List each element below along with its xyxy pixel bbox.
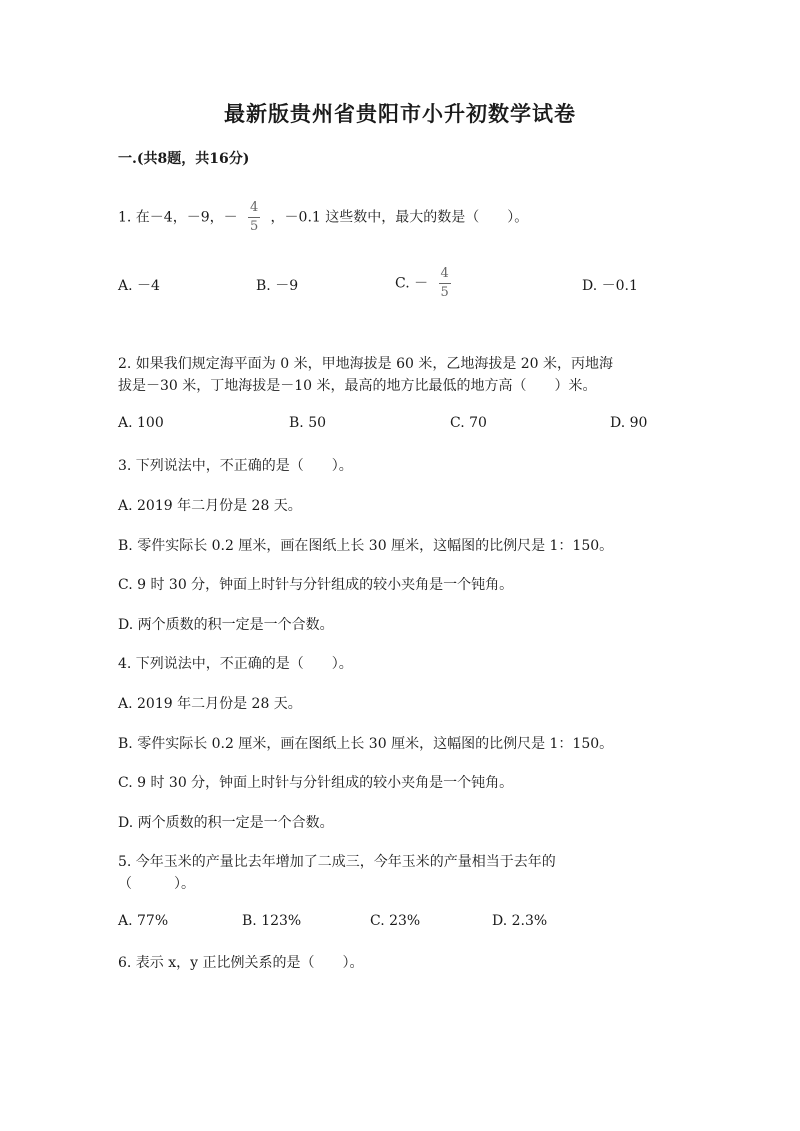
question-3-option-d: D. 两个质数的积一定是一个合数。 bbox=[118, 617, 334, 633]
question-2-stem-line-1: 2. 如果我们规定海平面为 0 米，甲地海拔是 60 米，乙地海拔是 20 米，丙地海 bbox=[118, 356, 614, 372]
question-3-option-b: B. 零件实际长 0.2 厘米，画在图纸上长 30 厘米，这幅图的比例尺是 1：150。 bbox=[118, 538, 614, 554]
question-4-option-a: A. 2019 年二月份是 28 天。 bbox=[118, 696, 302, 712]
question-5-stem-line-2: （ ）。 bbox=[118, 876, 195, 892]
question-5-stem-line-1: 5. 今年玉米的产量比去年增加了二成三，今年玉米的产量相当于去年的 bbox=[118, 854, 556, 870]
question-1-option-b: B. －9 bbox=[256, 278, 299, 294]
question-3-stem: 3. 下列说法中，不正确的是（ ）。 bbox=[118, 458, 353, 474]
question-2-stem-line-2: 拔是－30 米，丁地海拔是－10 米，最高的地方比最低的地方高（ ）米。 bbox=[118, 378, 597, 394]
question-4-option-d: D. 两个质数的积一定是一个合数。 bbox=[118, 815, 334, 831]
question-1-text-after: ，－0.1 这些数中，最大的数是（ ）。 bbox=[270, 209, 529, 226]
question-3-option-a: A. 2019 年二月份是 28 天。 bbox=[118, 498, 302, 514]
question-5-option-a: A. 77% bbox=[118, 913, 169, 929]
question-4-stem: 4. 下列说法中，不正确的是（ ）。 bbox=[118, 656, 353, 672]
fraction-denominator: 5 bbox=[249, 219, 259, 234]
question-2-option-c: C. 70 bbox=[450, 415, 487, 431]
question-1-fraction bbox=[248, 200, 260, 235]
question-1-option-d: D. －0.1 bbox=[582, 278, 638, 294]
question-1-option-c-prefix: C. － bbox=[395, 275, 429, 292]
question-5-option-d: D. 2.3% bbox=[492, 913, 548, 929]
question-2-option-b: B. 50 bbox=[289, 415, 327, 431]
fraction-bar bbox=[248, 217, 260, 218]
exam-title: 最新版贵州省贵阳市小升初数学试卷 bbox=[224, 101, 576, 126]
question-4-option-c: C. 9 时 30 分，钟面上时针与分针组成的较小夹角是一个钝角。 bbox=[118, 775, 514, 791]
question-1-option-c-fraction bbox=[439, 266, 451, 301]
question-6-stem: 6. 表示 x，y 正比例关系的是（ ）。 bbox=[118, 955, 364, 971]
fraction-numerator: 4 bbox=[440, 266, 449, 281]
fraction-bar bbox=[439, 283, 451, 284]
question-1-text-before: 1. 在－4，－9，－ bbox=[118, 209, 238, 226]
question-2-option-a: A. 100 bbox=[118, 415, 164, 431]
question-1-option-a: A. －4 bbox=[118, 278, 160, 294]
fraction-numerator: 4 bbox=[249, 200, 259, 215]
fraction-denominator: 5 bbox=[440, 285, 449, 300]
question-3-option-c: C. 9 时 30 分，钟面上时针与分针组成的较小夹角是一个钝角。 bbox=[118, 577, 514, 593]
section-header: 一.(共8题，共16分) bbox=[118, 151, 250, 167]
question-4-option-b: B. 零件实际长 0.2 厘米，画在图纸上长 30 厘米，这幅图的比例尺是 1：150。 bbox=[118, 736, 614, 752]
question-1-stem bbox=[118, 200, 528, 235]
question-5-option-b: B. 123% bbox=[242, 913, 302, 929]
question-1-option-c bbox=[395, 266, 457, 301]
question-5-option-c: C. 23% bbox=[370, 913, 421, 929]
question-2-option-d: D. 90 bbox=[610, 415, 648, 431]
